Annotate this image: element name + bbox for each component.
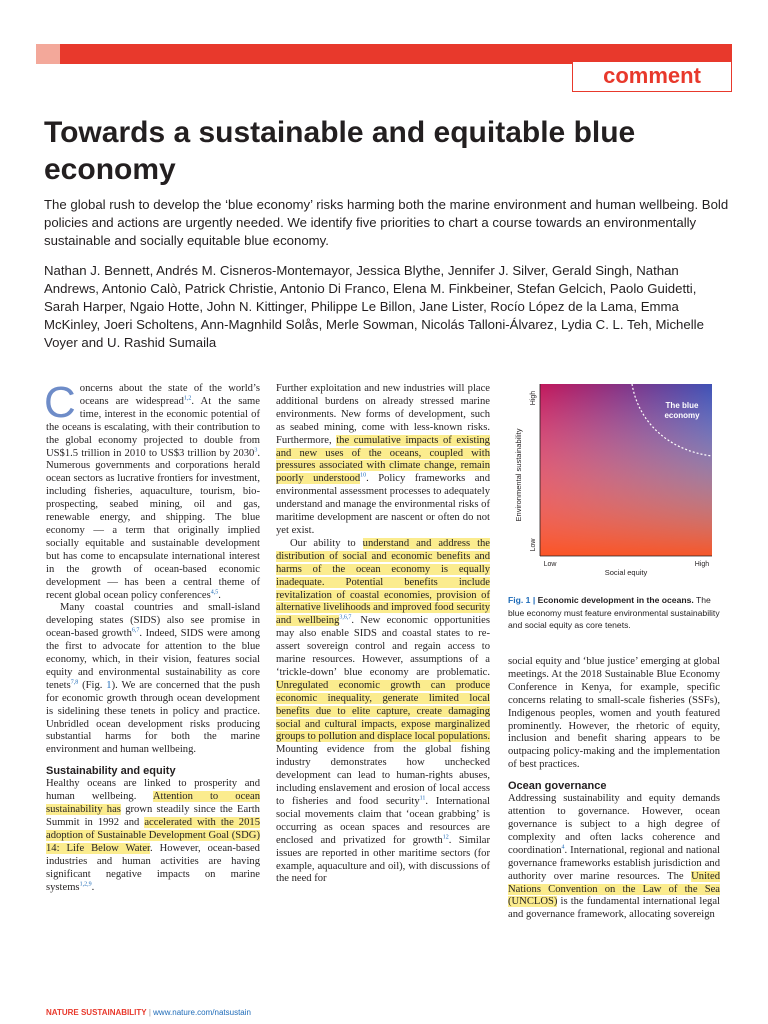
reference-link[interactable]: 11 [419, 795, 426, 802]
footer-separator: | [148, 1008, 151, 1017]
drop-cap: C [44, 378, 76, 427]
page-footer [46, 1008, 251, 1017]
body-column-3 [508, 656, 720, 922]
paragraph: Healthy oceans are linked to prosperity and human wellbeing. Attention to ocean sustainability has grown steadily since the Earth Summit in 1992 and accelerated with the 2015 adoption of Sustainable Development Goal (SDG) 14: Life Below Water. However, ocean-based industries and human activities are having significant negative impacts on marine systems$^{1,2,9}$. [46, 778, 260, 893]
reference-link[interactable]: 1,2,9 [79, 881, 92, 887]
article-authors: Nathan J. Bennett, Andrés M. Cisneros-Montemayor, Jessica Blythe, Jennifer J. Silver, Gerald Singh, Nathan Andrews, Antonio Calò, Patrick Christie, Antonio Di Franco, Elena M. Finkbeiner, Stefan Gelcich, Paolo Guidetti, Sarah Harper, Ngaio Hotte, John N. Kittinger, Philippe Le Billon, Jane Lister, Rocío López de la Lama, Emma McKinley, Joeri Scholtens, Ann-Magnhild Solås, Merle Sowman, Nicolás Talloni-Álvarez, Lydia C. L. Teh, Michelle Voyer and U. Rashid Sumaila [44, 263, 704, 350]
x-axis-label: Social equity [604, 568, 648, 577]
header-bar-accent [36, 44, 60, 64]
journal-url-link[interactable]: www.nature.com/natsustain [153, 1008, 251, 1017]
figure-link[interactable]: 1 [106, 679, 112, 691]
highlight: Attention to ocean sustainability has [46, 791, 260, 816]
highlight: understand and address the distribution of social and economic benefits and harms of the ocean economy is equally inadequate. Potential benefits include revitalization of coastal economies, provision of alternative livelihoods and improved food security and wellbeing [276, 537, 491, 627]
paragraph: Further exploitation and new industries will place additional burdens on already stressed marine environments. New forms of development, such as seabed mining, come with less-known risks. Furthermore, the cumulative impacts of existing and new uses of the oceans, coupled with pressures associated with climate change, remain poorly understood$^{10}$. Policy frameworks and environmental assessment processes to adequately understand and manage the environmental risks of maritime development are nascent or often do not yet exist. [276, 383, 490, 536]
article-title: Towards a sustainable and equitable blue economy [44, 116, 636, 186]
y-axis-label: Environmental sustainability [514, 428, 523, 522]
paragraph: Many coastal countries and small-island developing states (SIDS) also see promise in ocean-based growth$^{6,7}$. Indeed, SIDS were among the first to advocate for attention to the blue economy, which, in their vision, features social equity and environmental sustainability as core tenets$^{7,8}$ (Fig. 1). We are concerned that the push for economic growth through ocean development is sidelining these tenets in policy and practice. Unbridled ocean development risks producing substantial harms for both the marine environment and human wellbeing. [46, 602, 261, 756]
section-heading: Ocean governance [508, 780, 607, 793]
paragraph: Addressing sustainability and equity demands attention to governance. However, ocean governance is subject to a high degree of complexity and often lacks coherence and coordination$^4$. International, regional and national governance frameworks establish jurisdiction and authority over marine resources. The United Nations Convention on the Law of the Sea (UNCLOS) is the fundamental international legal and governance framework, allocating sovereign [508, 793, 720, 921]
body-column-1 [44, 378, 261, 894]
blue-economy-label-line1: The blue [665, 401, 699, 410]
section-heading: Sustainability and equity [46, 765, 176, 778]
reference-link[interactable]: 12 [442, 834, 449, 841]
reference-link[interactable]: 4 [561, 844, 565, 851]
reference-link[interactable]: 1,2 [183, 395, 192, 402]
paragraph: Our ability to understand and address the distribution of social and economic benefits and harms of the ocean economy is equally inadequate. Potential benefits include revitalization of coastal economies, provision of alternative livelihoods and improved food security and wellbeing$^{3,6,7}$. New economic opportunities may also enable SIDS and coastal states to re-assert sovereign control and regain access to marine resources. However, assumptions of a ‘trickle-down’ blue economy are problematic. Unregulated economic growth can produce economic inequality, generate limited local benefits due to elite capture, create damaging social and cultural impacts, expose marginalized groups to pollution and displace local populations. Mounting evidence from the global fishing industry demonstrates how unchecked development can lead to human-rights abuses, including enslavement and erosion of local access to fisheries and food security$^{11}$. International social movements claim that ‘ocean grabbing’ is occurring as ocean spaces and resources are enclosed and privatized for growth$^{12}$. Similar issues are reported in other maritime sectors (for example, aquaculture and oil), with discussions of the need for [276, 537, 491, 885]
highlight: accelerated with the 2015 adoption of Sustainable Development Goal (SDG) 14: Life Below Water [46, 817, 260, 854]
figure-caption-text: The blue economy must feature environmental sustainability and social equity as core tenets. [508, 595, 720, 630]
reference-link[interactable]: 3,6,7 [339, 614, 352, 621]
paragraph: Concerns about the state of the world’s oceans are widespread$^{1,2}$. At the same time, interest in the economic potential of the oceans is escalating, with their contribution to the global economy projected to double from US$1.5 trillion in 2010 to US$3 trillion by 2030$^3$. Numerous governments and corporations herald ocean sectors as lucrative frontiers for investment, including fisheries, aquaculture, tourism, bio-prospecting, seabed mining, oil and gas, renewable energy, and shipping. The blue economy — a term that originally implied socially equitable and sustainable development but has come to encapsulate international interest in the growth of ocean-based economic development — has been a central theme of recent global ocean policy conferences$^{4,5}$. [44, 378, 260, 601]
highlight: United Nations Convention on the Law of the Sea (UNCLOS) [508, 870, 720, 908]
y-low-label: Low [530, 538, 537, 552]
reference-link[interactable]: 10 [360, 472, 367, 479]
reference-link[interactable]: 3 [254, 447, 258, 453]
x-low-label: Low [543, 561, 557, 568]
paragraph: social equity and ‘blue justice’ emerging at global meetings. At the 2018 Sustainable Blue Economy Conference in Kenya, for example, specific concerns relating to small-scale fisheries (SSFs), Indigenous peoples, women and youth featured prominently. However, the rhetoric of equity, inclusion and benefit sharing appears to be outpacing policy-making and the implementation of best practices. [508, 656, 720, 771]
body-column-2 [276, 383, 490, 886]
reference-link[interactable]: 4,5 [210, 588, 219, 595]
header-bar [36, 44, 732, 64]
figure-caption-title: Economic development in the oceans. [537, 595, 694, 605]
reference-link[interactable]: 6,7 [131, 627, 140, 634]
blue-economy-label-line2: economy [664, 411, 700, 420]
section-tag: comment [572, 62, 732, 92]
figure-caption-label: Fig. 1 | [508, 595, 536, 605]
highlight: Unregulated economic growth can produce economic inequality, generate limited local benefits due to elite capture, create damaging social and cultural impacts, expose marginalized groups to pollution and displace local populations. [276, 679, 490, 743]
x-high-label: High [694, 561, 710, 568]
figure-1-gradient-chart [506, 380, 722, 580]
journal-name: NATURE SUSTAINABILITY [46, 1008, 147, 1017]
y-axis-title-group [514, 428, 523, 521]
article-standfirst: The global rush to develop the ‘blue economy’ risks harming both the marine environment and human wellbeing. Bold policies and actions are urgently needed. We identify five priorities to chart a course towards an environmentally sustainable and socially equitable blue economy. [44, 197, 729, 248]
figure-caption [508, 594, 720, 632]
highlight: the cumulative impacts of existing and new uses of the oceans, coupled with pressures associated with climate change, remain poorly understood [276, 434, 490, 485]
y-high-label: High [530, 390, 537, 406]
reference-link[interactable]: 7,8 [70, 679, 79, 686]
